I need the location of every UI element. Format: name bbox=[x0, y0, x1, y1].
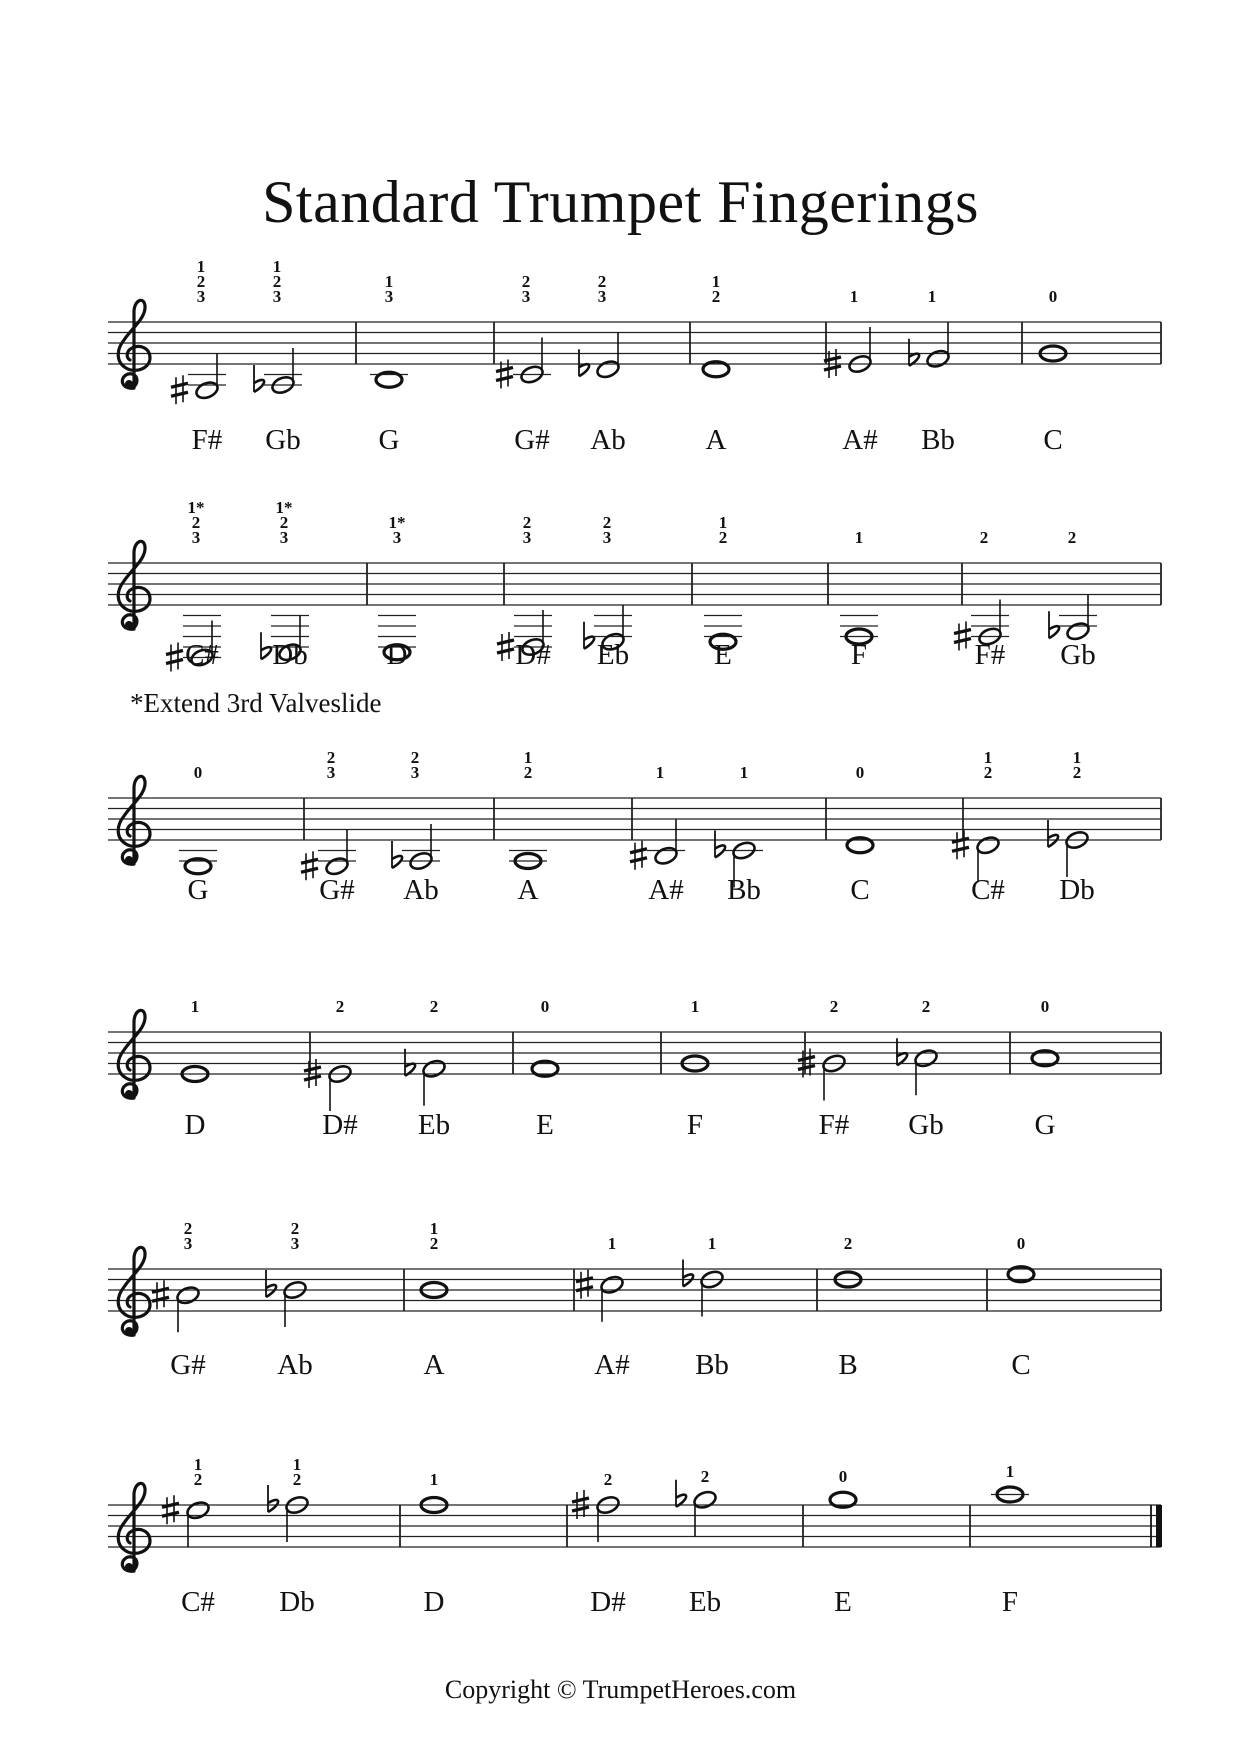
valve-fingering bbox=[197, 259, 206, 304]
note-name: Bb bbox=[695, 1349, 729, 1381]
note-name: A# bbox=[842, 424, 878, 456]
valve-number: 1 bbox=[739, 763, 749, 782]
flat-icon bbox=[715, 831, 725, 858]
valve-number: 0 bbox=[1016, 1234, 1026, 1253]
valve-fingering bbox=[191, 999, 200, 1014]
valve-number: 2 bbox=[921, 997, 931, 1016]
valve-number: 1 bbox=[193, 1455, 203, 1474]
sharp-icon bbox=[301, 851, 318, 880]
valve-fingering bbox=[188, 500, 205, 545]
valve-number: 3 bbox=[196, 287, 206, 306]
note bbox=[268, 1485, 310, 1542]
copyright-notice: Copyright © TrumpetHeroes.com bbox=[444, 1675, 797, 1704]
note bbox=[405, 1049, 447, 1106]
valve-number: 2 bbox=[326, 748, 336, 767]
note-name: F bbox=[1001, 1586, 1019, 1618]
valve-number: 1 bbox=[196, 257, 206, 276]
valve-fingering bbox=[928, 289, 937, 304]
valve-fingering bbox=[194, 765, 203, 780]
valve-number: 2 bbox=[1067, 528, 1077, 547]
sharp-icon bbox=[576, 1270, 593, 1299]
flat-icon bbox=[584, 622, 594, 649]
valve-number: 1 bbox=[607, 1234, 617, 1253]
note-name: Eb bbox=[688, 1586, 722, 1618]
note-name: F# bbox=[191, 424, 223, 456]
note bbox=[909, 322, 951, 370]
valve-number: 1 bbox=[707, 1234, 717, 1253]
footnote: *Extend 3rd Valveslide bbox=[130, 688, 382, 718]
valve-number: 2 bbox=[522, 513, 532, 532]
half-note-head bbox=[925, 348, 951, 369]
sharp-icon bbox=[162, 1495, 179, 1524]
valve-number: 1 bbox=[292, 1455, 302, 1474]
note-name: D# bbox=[590, 1586, 626, 1618]
note-name: C bbox=[1043, 424, 1063, 456]
note-name: C# bbox=[181, 1586, 215, 1618]
sharp-icon bbox=[171, 375, 188, 404]
note-name: Eb bbox=[596, 639, 630, 671]
valve-number: 1 bbox=[690, 997, 700, 1016]
valve-number: 2 bbox=[191, 513, 201, 532]
note bbox=[301, 829, 356, 880]
valve-number: 2 bbox=[718, 528, 728, 547]
valve-fingering bbox=[1068, 530, 1077, 545]
note bbox=[576, 1270, 625, 1322]
note bbox=[1049, 594, 1097, 642]
valve-number: 2 bbox=[603, 1470, 613, 1489]
note-name: A bbox=[517, 874, 539, 906]
valve-number: 2 bbox=[711, 287, 721, 306]
note-name: F bbox=[686, 1109, 704, 1141]
valve-number: 3 bbox=[183, 1234, 193, 1253]
valve-number: 1 bbox=[983, 748, 993, 767]
valve-number: 3 bbox=[602, 528, 612, 547]
valve-number: 2 bbox=[521, 272, 531, 291]
note-name: F bbox=[850, 639, 868, 671]
half-note-head bbox=[653, 845, 679, 866]
valve-fingering bbox=[389, 515, 406, 545]
note-name: Bb bbox=[921, 424, 955, 456]
note bbox=[266, 1270, 308, 1327]
valve-number: 3 bbox=[522, 528, 532, 547]
note bbox=[254, 348, 302, 396]
valve-number: 3 bbox=[279, 528, 289, 547]
valve-fingering bbox=[411, 750, 420, 780]
sharp-icon bbox=[152, 1280, 169, 1309]
flat-icon bbox=[683, 1260, 693, 1287]
sharp-icon bbox=[630, 841, 647, 870]
valve-fingering bbox=[184, 1221, 193, 1251]
valve-fingering bbox=[984, 750, 993, 780]
note bbox=[370, 372, 408, 387]
valve-fingering bbox=[327, 750, 336, 780]
valve-number: 0 bbox=[1040, 997, 1050, 1016]
valve-number: 1 bbox=[272, 257, 282, 276]
note bbox=[1048, 820, 1090, 877]
valve-number: 1 bbox=[429, 1470, 439, 1489]
valve-fingering bbox=[598, 274, 607, 304]
half-note-head bbox=[194, 380, 220, 401]
valve-fingering bbox=[712, 274, 721, 304]
valve-fingering bbox=[603, 515, 612, 545]
note-name: Gb bbox=[1060, 639, 1096, 671]
valve-number: 1 bbox=[384, 272, 394, 291]
flat-icon bbox=[268, 1485, 278, 1512]
note-name: Ab bbox=[277, 1349, 313, 1381]
valve-fingering bbox=[524, 750, 533, 780]
note-name: B bbox=[838, 1349, 858, 1381]
valve-fingering bbox=[656, 765, 665, 780]
valve-number: 3 bbox=[410, 763, 420, 782]
flat-icon bbox=[392, 841, 402, 868]
note bbox=[179, 851, 217, 874]
flat-icon bbox=[254, 365, 264, 392]
valve-number: 2 bbox=[700, 1466, 710, 1486]
valve-number: 2 bbox=[597, 272, 607, 291]
valve-fingering bbox=[980, 530, 989, 545]
valve-fingering bbox=[691, 999, 700, 1014]
note-name: Ab bbox=[590, 424, 626, 456]
valve-number: 2 bbox=[410, 748, 420, 767]
valve-number: 2 bbox=[279, 513, 289, 532]
note-name: A bbox=[423, 1349, 445, 1381]
note-name: G bbox=[378, 424, 400, 456]
valve-number: 2 bbox=[523, 763, 533, 782]
valve-fingering bbox=[1049, 289, 1058, 304]
sharp-icon bbox=[166, 643, 183, 672]
valve-number: 1* bbox=[388, 513, 406, 532]
valve-number: 2 bbox=[983, 763, 993, 782]
staff-system bbox=[0, 252, 1241, 512]
valve-number: 1 bbox=[1072, 748, 1082, 767]
treble-clef-icon bbox=[118, 541, 150, 629]
treble-clef-icon bbox=[118, 300, 150, 388]
valve-number: 1* bbox=[187, 498, 205, 517]
note-name: Eb bbox=[417, 1109, 451, 1141]
valve-fingering bbox=[838, 1466, 848, 1486]
valve-fingering bbox=[856, 765, 865, 780]
staff bbox=[0, 962, 1241, 1222]
note-name: G bbox=[187, 874, 209, 906]
valve-number: 2 bbox=[1072, 763, 1082, 782]
valve-fingering bbox=[291, 1221, 300, 1251]
sharp-icon bbox=[952, 830, 969, 859]
valve-fingering bbox=[430, 999, 439, 1014]
note-name: F# bbox=[974, 639, 1006, 671]
note bbox=[676, 1480, 718, 1537]
valve-number: 2 bbox=[829, 997, 839, 1016]
valve-number: 3 bbox=[597, 287, 607, 306]
half-note-head bbox=[185, 1500, 211, 1521]
valve-number: 1 bbox=[849, 287, 859, 306]
note bbox=[579, 332, 621, 380]
flat-icon bbox=[1049, 611, 1059, 638]
valve-fingering bbox=[273, 259, 282, 304]
flat-icon bbox=[261, 632, 271, 659]
half-note-head bbox=[975, 835, 1001, 856]
note-name: A# bbox=[648, 874, 684, 906]
note bbox=[897, 1038, 939, 1095]
valve-number: 2 bbox=[979, 528, 989, 547]
valve-fingering bbox=[922, 999, 931, 1014]
note-name: G# bbox=[319, 874, 355, 906]
valve-number: 1 bbox=[718, 513, 728, 532]
valve-fingering bbox=[844, 1236, 853, 1251]
valve-number: 0 bbox=[1048, 287, 1058, 306]
valve-fingering bbox=[1073, 750, 1082, 780]
valve-number: 3 bbox=[290, 1234, 300, 1253]
half-note-head bbox=[599, 1274, 625, 1295]
valve-number: 0 bbox=[838, 1466, 848, 1486]
valve-number: 2 bbox=[843, 1234, 853, 1253]
note bbox=[152, 1280, 201, 1332]
staff bbox=[0, 728, 1241, 988]
valve-number: 3 bbox=[384, 287, 394, 306]
flat-icon bbox=[266, 1270, 276, 1297]
valve-number: 2 bbox=[193, 1470, 203, 1489]
valve-fingering bbox=[293, 1457, 302, 1487]
valve-number: 2 bbox=[292, 1470, 302, 1489]
note-name: Db bbox=[279, 1586, 315, 1618]
valve-number: 2 bbox=[290, 1219, 300, 1238]
half-note-head bbox=[913, 1048, 939, 1069]
treble-clef-icon bbox=[118, 1247, 150, 1335]
valve-number: 2 bbox=[602, 513, 612, 532]
note-name: D bbox=[423, 1586, 445, 1618]
staff-system bbox=[0, 728, 1241, 988]
note bbox=[991, 1487, 1029, 1502]
valve-fingering bbox=[523, 515, 532, 545]
note bbox=[683, 1260, 725, 1317]
valve-number: 1 bbox=[523, 748, 533, 767]
note-name: F# bbox=[818, 1109, 850, 1141]
note-name: Gb bbox=[908, 1109, 944, 1141]
valve-number: 0 bbox=[193, 763, 203, 782]
note-name: G# bbox=[514, 424, 550, 456]
staff bbox=[0, 1435, 1241, 1695]
note-name: C bbox=[1011, 1349, 1031, 1381]
page-title: Standard Trumpet Fingerings bbox=[262, 169, 979, 235]
treble-clef-icon bbox=[118, 1483, 150, 1571]
valve-number: 3 bbox=[272, 287, 282, 306]
valve-fingering bbox=[608, 1236, 617, 1251]
valve-fingering bbox=[700, 1466, 710, 1486]
valve-fingering bbox=[830, 999, 839, 1014]
staff-system bbox=[0, 1435, 1241, 1695]
valve-number: 0 bbox=[540, 997, 550, 1016]
valve-number: 1 bbox=[927, 287, 937, 306]
valve-number: 1* bbox=[275, 498, 293, 517]
note-name: A# bbox=[594, 1349, 630, 1381]
note-name: A bbox=[705, 424, 727, 456]
valve-fingering bbox=[855, 530, 864, 545]
note-name: C# bbox=[971, 874, 1005, 906]
flat-icon bbox=[1048, 820, 1058, 847]
valve-number: 2 bbox=[272, 272, 282, 291]
valve-number: 0 bbox=[855, 763, 865, 782]
note bbox=[304, 1059, 353, 1111]
sharp-icon bbox=[954, 622, 971, 651]
note-name: C# bbox=[185, 639, 219, 671]
half-note-head bbox=[175, 1285, 201, 1306]
valve-number: 2 bbox=[183, 1219, 193, 1238]
valve-fingering bbox=[740, 765, 749, 780]
note-name: D bbox=[184, 1109, 206, 1141]
valve-fingering bbox=[604, 1472, 613, 1487]
valve-fingering bbox=[276, 500, 293, 545]
valve-fingering bbox=[541, 999, 550, 1014]
half-note-head bbox=[421, 1058, 447, 1079]
staff-system bbox=[0, 1199, 1241, 1459]
valve-number: 1 bbox=[655, 763, 665, 782]
half-note-head bbox=[595, 359, 621, 380]
note bbox=[171, 353, 226, 404]
valve-number: 2 bbox=[196, 272, 206, 291]
valve-fingering bbox=[194, 1457, 203, 1487]
note-name: D bbox=[386, 639, 408, 671]
note-name: G bbox=[1034, 1109, 1056, 1141]
valve-number: 1 bbox=[1005, 1461, 1015, 1481]
valve-number: 3 bbox=[521, 287, 531, 306]
valve-number: 2 bbox=[429, 1234, 439, 1253]
valve-number: 1 bbox=[190, 997, 200, 1016]
valve-number: 3 bbox=[326, 763, 336, 782]
valve-number: 1 bbox=[854, 528, 864, 547]
note bbox=[162, 1495, 211, 1547]
flat-icon bbox=[676, 1480, 686, 1507]
valve-fingering bbox=[522, 274, 531, 304]
valve-fingering bbox=[708, 1236, 717, 1251]
note-name: G# bbox=[170, 1349, 206, 1381]
valve-fingering bbox=[719, 515, 728, 545]
note-name: C bbox=[850, 874, 870, 906]
valve-fingering bbox=[1041, 999, 1050, 1014]
half-note-head bbox=[692, 1489, 718, 1510]
valve-number: 2 bbox=[429, 997, 439, 1016]
note bbox=[392, 824, 440, 872]
valve-fingering bbox=[1005, 1461, 1015, 1481]
valve-number: 3 bbox=[191, 528, 201, 547]
treble-clef-icon bbox=[118, 1010, 150, 1098]
note-name: Db bbox=[272, 639, 308, 671]
note-name: D# bbox=[515, 639, 551, 671]
note-name: Ab bbox=[403, 874, 439, 906]
treble-clef-icon bbox=[118, 776, 150, 864]
note-name: E bbox=[834, 1586, 852, 1618]
note-name: E bbox=[714, 639, 732, 671]
valve-number: 1 bbox=[429, 1219, 439, 1238]
note-name: Bb bbox=[727, 874, 761, 906]
note-name: E bbox=[536, 1109, 554, 1141]
note-name: D# bbox=[322, 1109, 358, 1141]
note bbox=[824, 327, 873, 378]
valve-number: 2 bbox=[335, 997, 345, 1016]
valve-number: 3 bbox=[392, 528, 402, 547]
valve-fingering bbox=[430, 1472, 439, 1487]
note bbox=[630, 819, 685, 870]
valve-fingering bbox=[385, 274, 394, 304]
note-name: Db bbox=[1059, 874, 1095, 906]
valve-fingering bbox=[336, 999, 345, 1014]
valve-fingering bbox=[430, 1221, 439, 1251]
note bbox=[509, 851, 547, 869]
note-name: Gb bbox=[265, 424, 301, 456]
valve-fingering bbox=[850, 289, 859, 304]
valve-number: 1 bbox=[711, 272, 721, 291]
staff-system bbox=[0, 962, 1241, 1222]
sharp-icon bbox=[497, 632, 514, 661]
note bbox=[496, 338, 551, 389]
valve-fingering bbox=[1017, 1236, 1026, 1251]
